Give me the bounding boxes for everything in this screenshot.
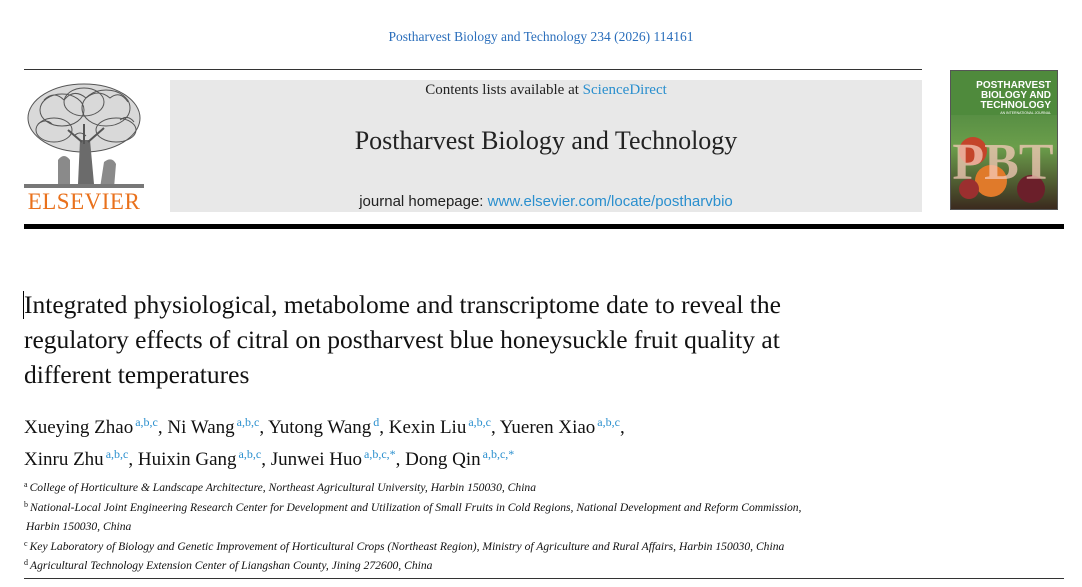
author-affiliation-link[interactable]: a,b,c,*	[482, 447, 515, 461]
affiliation-item: Harbin 150030, China	[26, 520, 132, 533]
publisher-wordmark: ELSEVIER	[27, 189, 141, 214]
author-affiliation-link[interactable]: a,b,c	[468, 415, 491, 429]
author-name: Junwei Huo $^{a,b,c,*}$,	[270, 447, 406, 470]
author-name: Yueren Xiao $^{a,b,c}$,	[499, 415, 625, 438]
author-affiliation-link[interactable]: a,b,c	[597, 415, 620, 429]
title-line-2: regulatory effects of citral on postharvest blue honeysuckle fruit quality at	[24, 325, 780, 354]
contents-prefix: Contents lists available at	[425, 82, 583, 98]
author-affiliation-link[interactable]: a,b,c	[238, 447, 262, 461]
author-name: Yutong Wang $^d$,	[268, 415, 389, 438]
author-name: Dong Qin $^{a,b,c,*}$	[405, 447, 515, 470]
affiliation-item: $^a$ College of Horticulture & Landscape Architecture, Northeast Agricultural University, Harbin 150030, China	[24, 480, 537, 494]
tree-icon	[24, 80, 144, 188]
masthead-rule	[24, 224, 1064, 229]
journal-citation[interactable]: Postharvest Biology and Technology 234 (2026) 114161	[388, 29, 694, 44]
section-rule	[24, 578, 1064, 579]
journal-cover[interactable]	[950, 70, 1058, 210]
author-affiliation-link[interactable]: d	[373, 415, 380, 429]
author-name: Xinru Zhu $^{a,b,c}$,	[24, 447, 138, 470]
header-rule	[24, 69, 922, 70]
author-name: Ni Wang $^{a,b,c}$,	[167, 415, 269, 438]
affiliation-item: $^c$ Key Laboratory of Biology and Genetic Improvement of Horticultural Crops (Northeast Region), Ministry of Agriculture and Rural Affairs, Harbin 150030, China	[24, 538, 785, 553]
cover-title-line3: TECHNOLOGY	[980, 100, 1051, 111]
cover-letters: PBT	[952, 134, 1054, 191]
sciencedirect-link[interactable]: ScienceDirect	[582, 82, 667, 98]
author-affiliation-link[interactable]: a,b,c	[135, 415, 158, 429]
cover-title-line1: POSTHARVEST	[976, 80, 1051, 91]
author-affiliation-link[interactable]: a,b,c,*	[364, 447, 396, 461]
affiliation-list	[24, 477, 1024, 575]
cover-subtitle: AN INTERNATIONAL JOURNAL	[1000, 111, 1051, 115]
author-name: Huixin Gang $^{a,b,c}$,	[137, 447, 271, 470]
title-line-3: different temperatures	[24, 360, 250, 389]
homepage-link[interactable]: www.elsevier.com/locate/postharvbio	[487, 193, 733, 210]
journal-title: Postharvest Biology and Technology	[354, 126, 738, 155]
title-line-1: Integrated physiological, metabolome and transcriptome date to reveal the	[24, 290, 781, 319]
author-list	[24, 409, 1044, 473]
journal-banner	[170, 80, 922, 212]
author-affiliation-link[interactable]: a,b,c	[105, 447, 129, 461]
author-affiliation-link[interactable]: a,b,c	[236, 415, 260, 429]
affiliation-item: $^d$ Agricultural Technology Extension Center of Liangshan County, Jining 272600, China	[24, 558, 433, 572]
author-name: Xueying Zhao $^{a,b,c}$,	[24, 415, 168, 438]
affiliation-item: $^b$ National-Local Joint Engineering Research Center for Development and Utilization of Small Fruits in Cold Regions, National Development and Reform Commission,	[24, 499, 802, 514]
cover-title-line2: BIOLOGY AND	[980, 90, 1051, 101]
article-title	[24, 287, 964, 392]
cover-image-icon	[951, 71, 1057, 209]
author-name: Kexin Liu $^{a,b,c}$,	[388, 415, 500, 438]
homepage-line	[170, 193, 922, 210]
homepage-prefix: journal homepage:	[359, 193, 488, 210]
contents-line	[170, 82, 922, 99]
